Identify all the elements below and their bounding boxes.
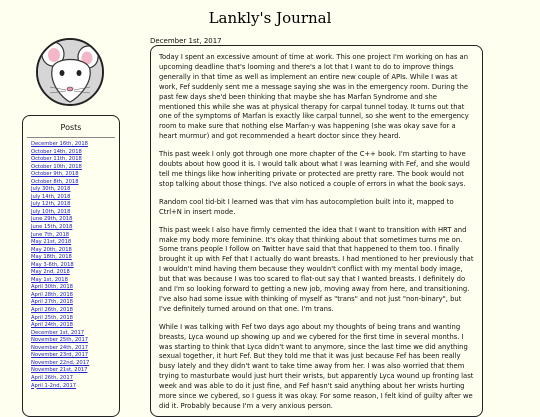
post-link[interactable]: July 14th, 2018 bbox=[31, 193, 71, 200]
post-list-item bbox=[31, 201, 119, 209]
entry-body bbox=[151, 46, 482, 412]
post-list-item bbox=[31, 299, 119, 307]
journal-entry bbox=[150, 45, 483, 417]
entry-paragraph: Random cool tid-bit I learned was that vim has autocompletion built into it, mapped to Ctrl+N in insert mode. bbox=[159, 197, 454, 216]
post-link[interactable]: May 21st, 2018 bbox=[31, 239, 72, 246]
post-link[interactable]: October 8th, 2018 bbox=[31, 178, 79, 185]
post-link[interactable]: December 16th, 2018 bbox=[31, 141, 88, 147]
rat-avatar-icon bbox=[38, 40, 102, 104]
post-link[interactable]: June 7th, 2018 bbox=[31, 231, 70, 238]
post-link[interactable]: April 26th, 2017 bbox=[31, 374, 73, 381]
post-link[interactable]: November 23rd, 2017 bbox=[31, 352, 89, 359]
site-title: Lankly's Journal bbox=[208, 9, 332, 27]
post-link[interactable]: May 18th, 2018 bbox=[31, 254, 72, 261]
entry-paragraph: While I was talking with Fef two days ago about my thoughts of being trans and wanting breasts, Lyca wound up showing up and we cybered for the first time in several months. I was starting to think that Lyca didn't want to anymore, since the last time we did anything sexual together, it hurt Fef. But they told me that it was just because Fef has been really busy lately and they didn't want to take time away from her. I was also worried that them trying to masturbate would just hurt their wrists, but apparently Lyca wound up fronting last week and was able to do it just fine, and Fef hasn't said anything about her wrists hurting more since we cybered, so I guess it was okay. For some reason, I felt kind of guilty after we did it. Probably because I'm a very anxious person. bbox=[159, 322, 474, 410]
post-link[interactable]: November 25th, 2017 bbox=[31, 337, 89, 344]
post-link[interactable]: April 30th, 2018 bbox=[31, 284, 73, 291]
post-list-item bbox=[31, 232, 119, 240]
post-list-item bbox=[31, 330, 119, 338]
post-link[interactable]: October 11th, 2018 bbox=[31, 156, 82, 163]
post-link[interactable]: June 15th, 2018 bbox=[31, 224, 73, 231]
post-list-item bbox=[31, 284, 119, 292]
post-link[interactable]: May 1st, 2018 bbox=[31, 276, 68, 283]
post-link[interactable]: October 14th, 2018 bbox=[31, 148, 82, 155]
post-list-item bbox=[31, 375, 119, 383]
post-list-item bbox=[31, 383, 119, 391]
entry-paragraph: This past week I also have firmly cemented the idea that I want to transition with HRT and make my body more feminine. It's okay that thinking about that sometimes turns me on. Some trans people I follow on Twitter have said that that happened to them too. I finally brought it up with Fef that I actually do want breasts. I had mentioned to her previously that I wouldn't mind having them because they wouldn't conflict with my mental body image, but that was because I was too scared to flat-out say that I wanted breasts. I definitely do and I'm so looking forward to getting a new job, moving away from here, and transitioning. I've also had some issue with thinking of myself as "trans" and not just "non-binary", but I've definitely turned around on that one. I'm trans. bbox=[159, 225, 474, 313]
post-link[interactable]: April 27th, 2018 bbox=[31, 299, 73, 306]
posts-sidebar bbox=[22, 115, 120, 417]
post-list-item bbox=[31, 307, 119, 315]
post-list-item bbox=[31, 224, 119, 232]
post-link[interactable]: May 2nd, 2018 bbox=[31, 269, 70, 276]
post-list-item bbox=[31, 171, 119, 179]
avatar bbox=[36, 38, 104, 106]
entry-paragraph: Today I spent an excessive amount of time at work. This one project I'm working on has an upcoming deadline that's looming and there's a lot that I want to do to improve things generally in that time as well as implement an entire new couple of APIs. While I was at work, Fef suddenly sent me a message saying she was in the emergency room. During the past few days she'd been thinking that maybe she has Marfan Syndrome and she mentioned this while she was at physical therapy for carpal tunnel today. It turns out that one of the symptoms of Marfan is exactly like carpal tunnel, so she went to the emergency room to make sure that nothing else Marfan-y was happening (she was okay save for a heart murmur) and got recommended a heart doctor since they heard. bbox=[159, 53, 469, 141]
post-link[interactable]: November 22nd, 2017 bbox=[31, 359, 90, 366]
post-link[interactable]: November 21st, 2017 bbox=[31, 367, 88, 374]
entry-date: December 1st, 2017 bbox=[150, 37, 222, 45]
post-link[interactable]: April 1-2nd, 2017 bbox=[31, 382, 77, 389]
entry-paragraph: This past week I only got through one more chapter of the C++ book. I'm starting to have doubts about how good it is. I would talk about what I was learning with Fef, and she would tell me things like how inheriting private or protected are pretty rare. The book would not stop talking about those things. I've also noticed a couple of errors in what the book says. bbox=[159, 150, 470, 188]
post-list-item bbox=[31, 337, 119, 345]
post-list-item bbox=[31, 247, 119, 255]
post-list-item bbox=[31, 209, 119, 217]
post-list-item bbox=[31, 149, 119, 157]
posts-heading: Posts bbox=[60, 123, 82, 132]
post-list-item bbox=[31, 186, 119, 194]
post-list-item bbox=[31, 179, 119, 187]
post-list-item bbox=[31, 352, 119, 360]
post-list-item bbox=[31, 322, 119, 330]
post-list-item bbox=[31, 367, 119, 375]
post-link[interactable]: December 1st, 2017 bbox=[31, 329, 85, 336]
post-list-item bbox=[31, 239, 119, 247]
post-list-item bbox=[31, 277, 119, 285]
post-list-item bbox=[31, 345, 119, 353]
post-link[interactable]: May 20th, 2018 bbox=[31, 246, 72, 253]
post-list-item bbox=[31, 164, 119, 172]
post-link[interactable]: June 29th, 2018 bbox=[31, 216, 73, 223]
post-link[interactable]: July 10th, 2018 bbox=[31, 208, 71, 215]
post-link[interactable]: November 24th, 2017 bbox=[31, 344, 89, 351]
post-list-item bbox=[31, 315, 119, 323]
post-list-item bbox=[31, 156, 119, 164]
post-list-item bbox=[31, 216, 119, 224]
post-link[interactable]: April 24th, 2018 bbox=[31, 322, 73, 329]
post-link[interactable]: July 12th, 2018 bbox=[31, 201, 71, 208]
posts-list bbox=[23, 141, 119, 390]
post-link[interactable]: May 3-6th, 2018 bbox=[31, 261, 74, 268]
post-list-item bbox=[31, 194, 119, 202]
post-link[interactable]: April 25th, 2018 bbox=[31, 314, 73, 321]
post-list-item bbox=[31, 269, 119, 277]
post-link[interactable]: April 28th, 2018 bbox=[31, 291, 73, 298]
post-link[interactable]: April 26th, 2018 bbox=[31, 307, 73, 314]
post-list-item bbox=[31, 360, 119, 368]
post-link[interactable]: October 9th, 2018 bbox=[31, 171, 79, 178]
post-list-item bbox=[31, 254, 119, 262]
posts-divider bbox=[27, 137, 115, 138]
post-list-item bbox=[31, 292, 119, 300]
post-list-item bbox=[31, 141, 119, 149]
post-link[interactable]: July 30th, 2018 bbox=[31, 186, 71, 193]
post-link[interactable]: October 10th, 2018 bbox=[31, 163, 82, 170]
post-list-item bbox=[31, 262, 119, 270]
